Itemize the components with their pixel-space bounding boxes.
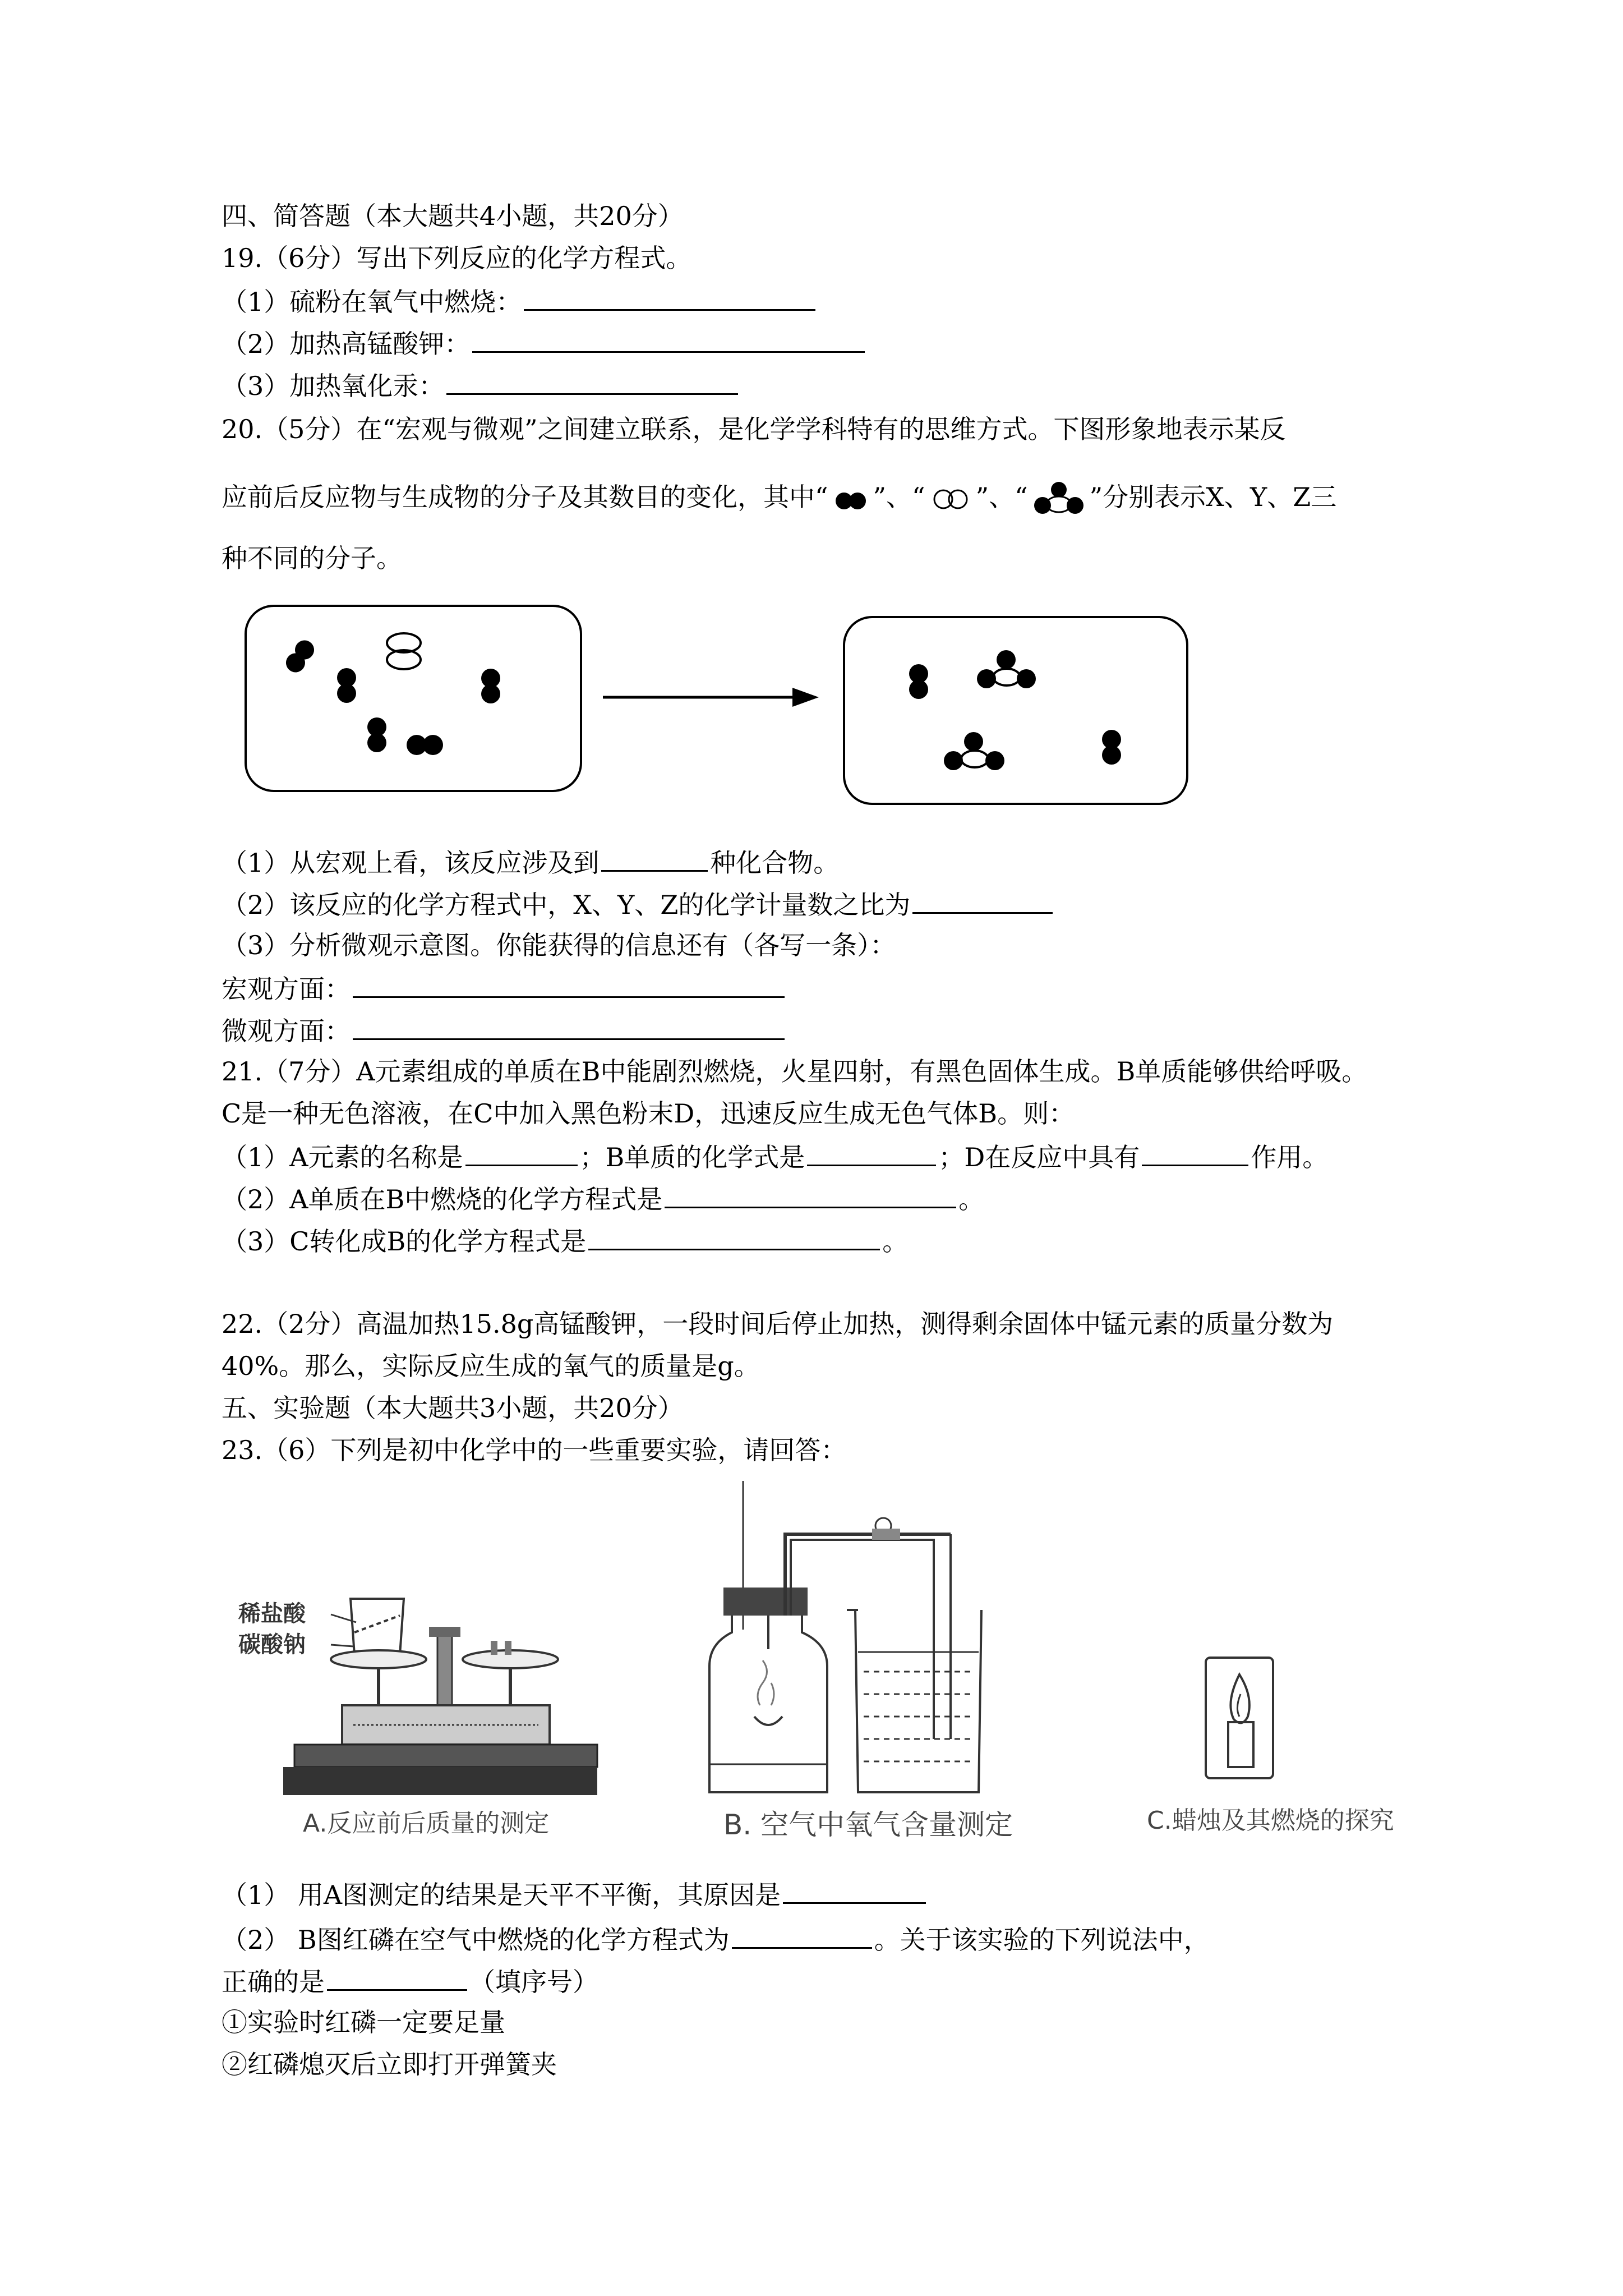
q20-stem-line3: 种不同的分子。 <box>222 543 402 573</box>
flame-icon <box>1230 1674 1249 1723</box>
q23-part2-cont: 正确的是 （填序号） <box>222 1963 598 1999</box>
beaker-icon <box>855 1610 981 1792</box>
answer-blank[interactable] <box>588 1223 880 1250</box>
figure-a-balance <box>236 1593 600 1840</box>
q20-stem-line2: 应前后反应物与生成物的分子及其数目的变化，其中“ ”、“ ”、“ ”分别表示X、Y、Z三 <box>222 480 1336 519</box>
q19-part1: （1）硫粉在氧气中燃烧： <box>222 283 818 319</box>
answer-blank[interactable] <box>1142 1139 1248 1166</box>
q19-stem: 19.（6分）写出下列反应的化学方程式。 <box>222 243 692 273</box>
q22-line1: 22.（2分）高温加热15.8g高锰酸钾，一段时间后停止加热，测得剩余固体中锰元素的质量分数为 <box>222 1309 1334 1339</box>
figure-b-apparatus <box>687 1481 1080 1846</box>
answer-blank[interactable] <box>327 1963 467 1991</box>
answer-blank[interactable] <box>353 970 785 998</box>
q20-micro: 微观方面： <box>222 1013 787 1048</box>
q19-part3: （3）加热氧化汞： <box>222 367 740 403</box>
answer-blank[interactable] <box>732 1921 872 1949</box>
figure-b-caption: B. 空气中氧气含量测定 <box>723 1809 1013 1841</box>
section-5-title: 五、实验题（本大题共3小题，共20分） <box>222 1393 684 1423</box>
molecule-z-icon <box>1028 480 1090 519</box>
answer-blank[interactable] <box>472 325 865 353</box>
product-box <box>844 617 1187 804</box>
answer-blank[interactable] <box>783 1876 926 1904</box>
beaker-icon <box>351 1599 404 1655</box>
q22-line2: 40%。那么，实际反应生成的氧气的质量是g。 <box>222 1351 760 1381</box>
answer-blank[interactable] <box>465 1139 578 1166</box>
q20-part2: （2）该反应的化学方程式中，X、Y、Z的化学计量数之比为 <box>222 886 1055 922</box>
q19-part2: （2）加热高锰酸钾： <box>222 325 867 361</box>
answer-blank[interactable] <box>912 886 1053 914</box>
q23-option-1: ①实验时红磷一定要足量 <box>222 2007 505 2037</box>
figure-c-caption: C.蜡烛及其燃烧的探究 <box>1147 1806 1394 1835</box>
label-dilute-hcl: 稀盐酸 <box>238 1601 306 1627</box>
answer-blank[interactable] <box>446 367 738 395</box>
q23-part2: （2） B图红磷在空气中燃烧的化学方程式为 。关于该实验的下列说法中， <box>222 1921 1210 1957</box>
q21-stem-line1: 21.（7分）A元素组成的单质在B中能剧烈燃烧，火星四射，有黑色固体生成。B单质能够供给呼吸。 <box>222 1056 1368 1087</box>
answer-blank[interactable] <box>807 1139 936 1166</box>
q21-stem-line2: C是一种无色溶液，在C中加入黑色粉末D，迅速反应生成无色气体B。则： <box>222 1098 1075 1129</box>
section-4-title: 四、简答题（本大题共4小题，共20分） <box>222 201 684 231</box>
q20-part3: （3）分析微观示意图。你能获得的信息还有（各写一条）： <box>222 930 896 960</box>
q23-option-2: ②红磷熄灭后立即打开弹簧夹 <box>222 2049 557 2079</box>
answer-blank[interactable] <box>665 1181 956 1208</box>
answer-blank[interactable] <box>601 844 708 872</box>
q20-part1: （1）从宏观上看，该反应涉及到 种化合物。 <box>222 844 839 880</box>
molecule-y-icon <box>925 485 976 513</box>
figure-a-caption: A.反应前后质量的测定 <box>303 1809 550 1838</box>
q23-stem: 23.（6）下列是初中化学中的一些重要实验，请回答： <box>222 1435 847 1465</box>
q20-stem-line1: 20.（5分）在“宏观与微观”之间建立联系，是化学学科特有的思维方式。下图形象地表示某反 <box>222 414 1286 444</box>
reactant-box <box>246 606 581 791</box>
molecule-x-icon <box>828 485 873 513</box>
reaction-diagram <box>236 595 1200 813</box>
figure-c-candle <box>1144 1655 1458 1840</box>
answer-blank[interactable] <box>524 283 815 311</box>
candle-icon <box>1228 1722 1253 1767</box>
answer-blank[interactable] <box>353 1013 785 1040</box>
q21-part3: （3）C转化成B的化学方程式是 。 <box>222 1223 908 1258</box>
q20-macro: 宏观方面： <box>222 970 787 1006</box>
q23-part1: （1） 用A图测定的结果是天平不平衡，其原因是 <box>222 1876 928 1912</box>
label-sodium-carbonate: 碳酸钠 <box>238 1632 306 1658</box>
q21-part1: （1）A元素的名称是 ；B单质的化学式是 ；D在反应中具有 作用。 <box>222 1139 1328 1174</box>
q21-part2: （2）A单质在B中燃烧的化学方程式是 。 <box>222 1181 984 1216</box>
